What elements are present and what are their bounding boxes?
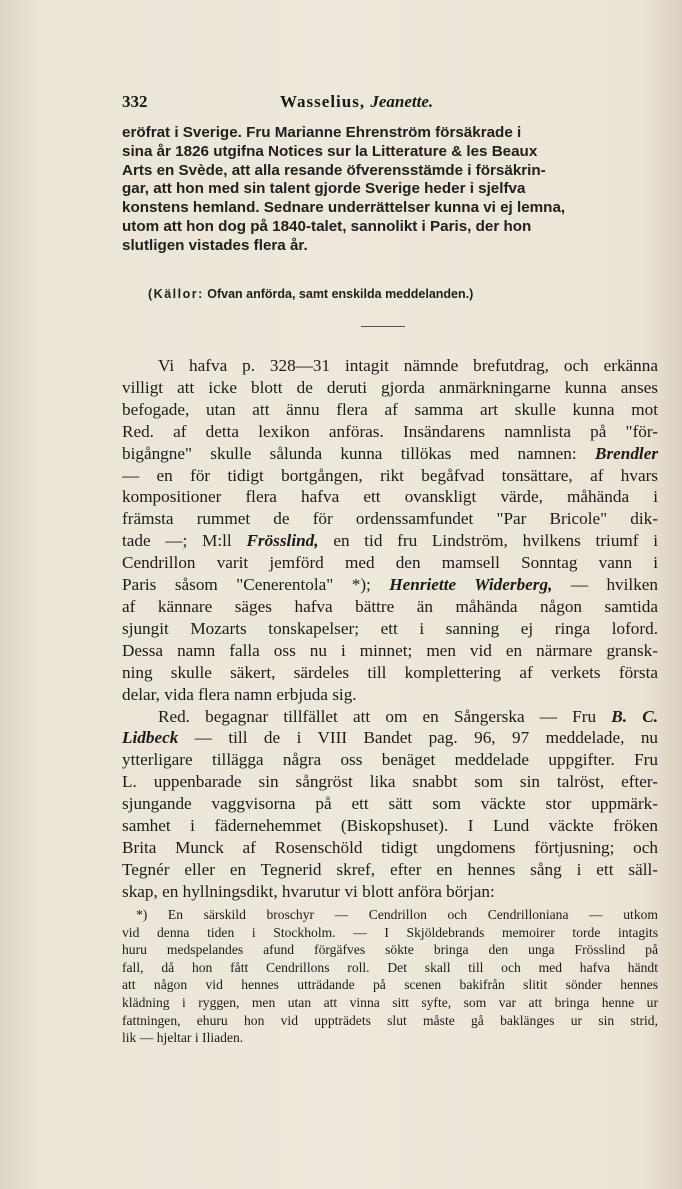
entry-line: eröfrat i Sverige. Fru Marianne Ehrenström försäkrade i xyxy=(122,124,522,141)
addendum-line: ning skulle säkert, särdeles till komplettering af verkets första xyxy=(122,662,658,682)
addendum-paragraphs xyxy=(122,355,658,903)
footnote-line: fall, då hon fått Cendrillons roll. Det skall till och med hafva händt xyxy=(122,959,658,975)
addendum-line: villigt att icke blott de deruti gjorda anmärkningarne kunna anses xyxy=(122,377,658,397)
addendum-line: delar, vida flera namn erbjuda sig. xyxy=(122,684,357,704)
page-number: 332 xyxy=(122,92,148,111)
name-lidbeck: Lidbeck xyxy=(122,728,179,748)
name-brendler: Brendler xyxy=(594,443,659,463)
footnote-line: *) En särskild broschyr — Cendrillon och Cendrilloniana — utkom xyxy=(136,907,658,922)
addendum-line xyxy=(122,706,658,728)
running-first-name: Jeanette. xyxy=(370,92,434,111)
footnote-line: vid denna tiden i Stockholm. — I Skjöldebrands memoirer torde intagits xyxy=(122,924,658,940)
addendum-text: bigångne" skulle sålunda kunna tillökas med namnen: xyxy=(122,443,577,463)
entry-line: Arts en Svède, att alla resande öfverensstämde i försäkrin- xyxy=(122,161,546,179)
name-frosslind: Frösslind, xyxy=(246,531,319,551)
addendum-line: Brita Munck af Rosenschöld tidigt ungdomens förtjusning; och xyxy=(122,837,658,857)
addendum-line xyxy=(122,530,658,552)
running-title xyxy=(280,92,433,112)
footnote-line: lik — hjeltar i Iliaden. xyxy=(122,1030,244,1046)
addendum-text: Vi hafva p. 328—31 intagit nämnde brefutdrag, och erkänna xyxy=(158,356,658,375)
addendum-line: Tegnér eller en Tegnerid skref, efter en hennes sång i ett säll- xyxy=(122,859,658,879)
addendum-text: en tid fru Lindström, hvilkens triumf i xyxy=(333,531,659,551)
sources-label: (Källor: xyxy=(148,287,204,301)
addendum-line: Cendrillon varit jemförd med den mamsell Sonntag vann i xyxy=(122,553,658,573)
entry-line: gar, att hon med sin talent gjorde Sverige heder i sjelfva xyxy=(122,180,526,198)
addendum-line: främsta rummet de för ordenssamfundet "Par Bricole" dik- xyxy=(122,509,658,529)
entry-line: konstens hemland. Sednare underrättelser kunna vi ej lemna, xyxy=(122,199,566,217)
entry-line: utom att hon dog på 1840-talet, sannolikt i Paris, der hon xyxy=(122,217,532,235)
sources-note xyxy=(148,287,648,301)
addendum-line xyxy=(122,443,658,465)
addendum-line: sjungande vaggvisorna på ett sätt som väckte stor uppmärk- xyxy=(122,794,658,814)
addendum-line: L. uppenbarade sin sångröst lika snabbt som sin talröst, efter- xyxy=(122,772,658,792)
addendum-text: tade —; M:ll xyxy=(122,531,232,551)
addendum-line xyxy=(122,574,658,596)
addendum-line xyxy=(122,727,658,749)
addendum-text: — hvilken xyxy=(570,575,659,595)
running-header xyxy=(122,92,562,114)
addendum-line: befogade, utan att ännu flera af samma art skulle kunna mot xyxy=(122,399,658,419)
addendum-line: af kännare säges hafva bättre än måhända någon samtida xyxy=(122,596,658,616)
addendum-line: kompositioner flera hafva ett ovanskligt värde, måhända i xyxy=(122,487,658,507)
entry-line: sina år 1826 utgifna Notices sur la Litterature & les Beaux xyxy=(122,142,538,160)
section-divider xyxy=(361,326,405,327)
addendum-line xyxy=(122,355,658,377)
running-name: Wasselius, xyxy=(280,92,366,111)
name-bc: B. C. xyxy=(611,706,658,726)
addendum-text: Red. begagnar tillfället att om en Sångerska — Fru xyxy=(158,706,597,726)
footnote xyxy=(122,906,658,1047)
addendum-line: skap, en hyllningsdikt, hvarutur vi blott anföra början: xyxy=(122,881,495,901)
footnote-line: fattningen, ehuru hon vid uppträdets slut måste gå baklänges ur sin strid, xyxy=(122,1012,658,1028)
footnote-line: att någon vid hennes utträdande på scenen bakifrån slitit sönder hennes xyxy=(122,977,658,993)
name-widerberg: Henriette Widerberg, xyxy=(389,575,553,595)
addendum-line: ytterligare tillägga några oss benäget meddelade uppgifter. Fru xyxy=(122,750,658,770)
addendum-text: — till de i VIII Bandet pag. 96, 97 meddelade, nu xyxy=(194,728,659,748)
addendum-text: Paris såsom "Cenerentola" *); xyxy=(122,575,371,595)
addendum-line: — en för tidigt bortgången, rikt begåfvad tonsättare, af hvars xyxy=(122,465,658,485)
addendum-line: sjungit Mozarts tonskapelser; ett i sanning ej ringa loford. xyxy=(122,618,658,638)
addendum-line: samhet i fädernehemmet (Biskopshuset). I Lund väckte fröken xyxy=(122,816,658,836)
addendum-line: Dessa namn falla oss nu i minnet; men vid en närmare gransk- xyxy=(122,640,658,660)
sources-text: Ofvan anförda, samt enskilda meddelanden.) xyxy=(207,287,474,301)
entry-line: slutligen vistades flera år. xyxy=(122,236,308,254)
entry-paragraph xyxy=(122,124,658,256)
addendum-line: Red. af detta lexikon anföras. Insändarens namnlista på "för- xyxy=(122,421,658,441)
footnote-line: huru medspelandes afund förgäfves sökte bringa den unga Frösslind på xyxy=(122,942,658,958)
footnote-line: klädning i ryggen, men utan att vinna sitt syfte, som var att bringa henne ur xyxy=(122,994,658,1010)
